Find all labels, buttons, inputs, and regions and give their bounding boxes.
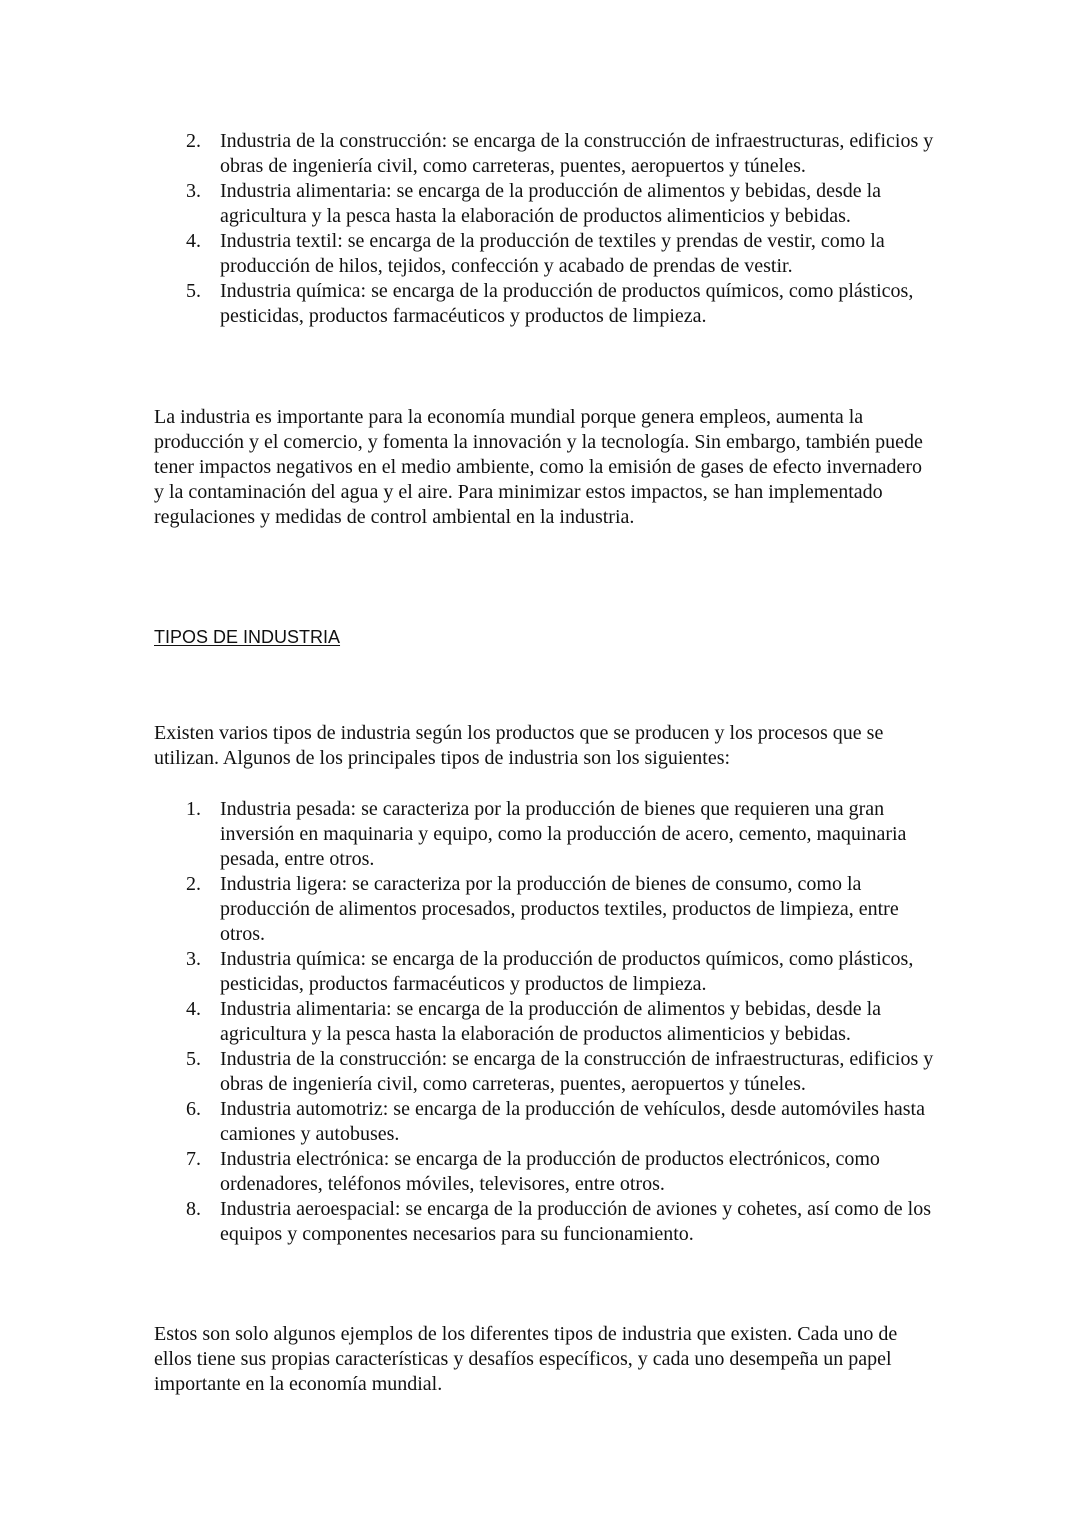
list-item xyxy=(154,1097,934,1147)
list-item xyxy=(154,1197,934,1247)
list-item xyxy=(154,279,934,329)
list-item-text: Industria textil: se encarga de la producción de textiles y prendas de vestir, como la producción de hilos, tejidos, confección y acabado de prendas de vestir. xyxy=(220,230,885,277)
list-item-text: Industria ligera: se caracteriza por la producción de bienes de consumo, como la producción de alimentos procesados, productos textiles, productos de limpieza, entre otros. xyxy=(220,873,899,945)
list-item-number: 5. xyxy=(186,1048,201,1070)
list-item xyxy=(154,129,934,179)
list-item-text: Industria de la construcción: se encarga de la construcción de infraestructuras, edificios y obras de ingeniería civil, como carreteras, puentes, aeropuertos y túneles. xyxy=(220,130,934,177)
list-item xyxy=(154,1047,934,1097)
list-item-number: 3. xyxy=(186,948,201,970)
list-item-text: Industria alimentaria: se encarga de la producción de alimentos y bebidas, desde la agricultura y la pesca hasta la elaboración de productos alimenticios y bebidas. xyxy=(220,998,882,1045)
importance-paragraph: La industria es importante para la economía mundial porque genera empleos, aumenta la producción y el comercio, y fomenta la innovación y la tecnología. Sin embargo, también puede tener impactos negativos en el medio ambiente, como la emisión de gases de efecto invernadero y la contaminación del agua y el aire. Para minimizar estos impactos, se han implementado regulaciones y medidas de control ambiental en la industria. xyxy=(154,406,923,528)
list-item-text: Industria de la construcción: se encarga de la construcción de infraestructuras, edificios y obras de ingeniería civil, como carreteras, puentes, aeropuertos y túneles. xyxy=(220,1048,934,1095)
list-item xyxy=(154,797,934,872)
list-item-text: Industria alimentaria: se encarga de la producción de alimentos y bebidas, desde la agricultura y la pesca hasta la elaboración de productos alimenticios y bebidas. xyxy=(220,180,882,227)
list-item-text: Industria electrónica: se encarga de la producción de productos electrónicos, como ordenadores, teléfonos móviles, televisores, entre otros. xyxy=(220,1148,880,1195)
list-item-number: 6. xyxy=(186,1098,201,1120)
list-item-number: 1. xyxy=(186,798,201,820)
closing-paragraph: Estos son solo algunos ejemplos de los diferentes tipos de industria que existen. Cada uno de ellos tiene sus propias características y desafíos específicos, y cada uno desempeña un papel importante en la economía mundial. xyxy=(154,1323,898,1395)
list-item-number: 5. xyxy=(186,280,201,302)
list-item-number: 8. xyxy=(186,1198,201,1220)
list-item xyxy=(154,179,934,229)
list-item-number: 7. xyxy=(186,1148,201,1170)
list-item-number: 2. xyxy=(186,130,201,152)
list-item-number: 4. xyxy=(186,998,201,1020)
list-item-text: Industria química: se encarga de la producción de productos químicos, como plásticos, pesticidas, productos farmacéuticos y productos de limpieza. xyxy=(220,948,914,995)
intro-paragraph: Existen varios tipos de industria según los productos que se producen y los procesos que se utilizan. Algunos de los principales tipos de industria son los siguientes: xyxy=(154,722,884,769)
list-item xyxy=(154,1147,934,1197)
list-item-text: Industria aeroespacial: se encarga de la producción de aviones y cohetes, así como de los equipos y componentes necesarios para su funcionamiento. xyxy=(220,1198,932,1245)
list-item-number: 4. xyxy=(186,230,201,252)
list-item xyxy=(154,872,934,947)
list-item xyxy=(154,947,934,997)
list-item-number: 2. xyxy=(186,873,201,895)
list-item-text: Industria pesada: se caracteriza por la producción de bienes que requieren una gran inversión en maquinaria y equipo, como la producción de acero, cemento, maquinaria pesada, entre otros. xyxy=(220,798,907,870)
industry-types-list xyxy=(154,797,934,1247)
section-heading: TIPOS DE INDUSTRIA xyxy=(154,627,341,647)
list-item-text: Industria química: se encarga de la producción de productos químicos, como plásticos, pesticidas, productos farmacéuticos y productos de limpieza. xyxy=(220,280,914,327)
list-item-number: 3. xyxy=(186,180,201,202)
list-item xyxy=(154,997,934,1047)
list-item-text: Industria automotriz: se encarga de la producción de vehículos, desde automóviles hasta camiones y autobuses. xyxy=(220,1098,925,1145)
list-item xyxy=(154,229,934,279)
industry-list-continued xyxy=(154,129,934,329)
